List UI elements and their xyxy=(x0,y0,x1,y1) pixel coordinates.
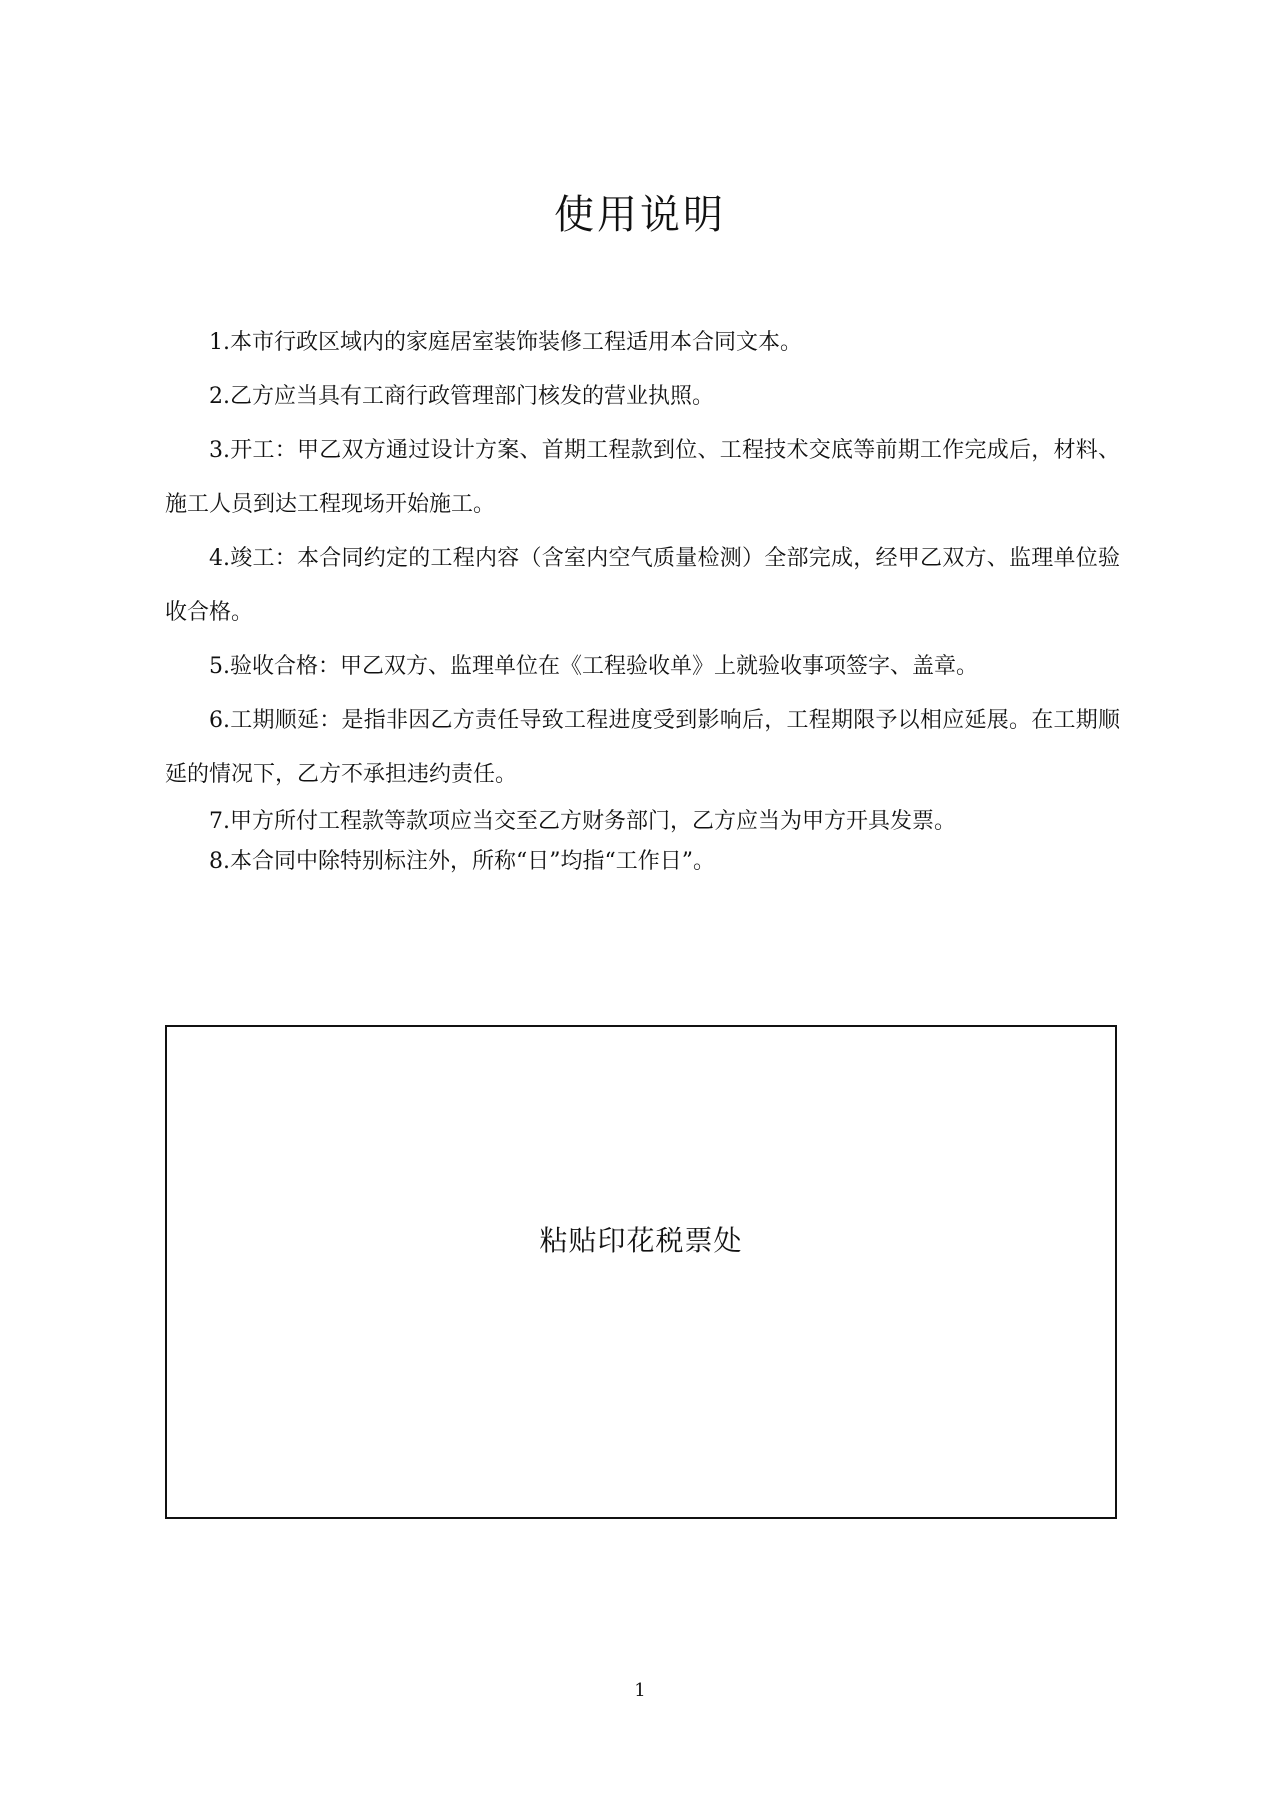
instruction-item-7: 7.甲方所付工程款等款项应当交至乙方财务部门，乙方应当为甲方开具发票。 xyxy=(209,809,956,834)
instruction-item-3: 3.开工：甲乙双方通过设计方案、首期工程款到位、工程技术交底等前期工作完成后，材料、施工人员到达工程现场开始施工。 xyxy=(165,438,1120,517)
stamp-box-label: 粘贴印花税票处 xyxy=(539,1224,743,1257)
instruction-item-8: 8.本合同中除特别标注外，所称“日”均指“工作日”。 xyxy=(209,849,715,874)
instruction-item-1: 1.本市行政区域内的家庭居室装饰装修工程适用本合同文本。 xyxy=(209,330,802,355)
instruction-item-6: 6.工期顺延：是指非因乙方责任导致工程进度受到影响后，工程期限予以相应延展。在工期顺延的情况下，乙方不承担违约责任。 xyxy=(165,708,1120,787)
instruction-item-5: 5.验收合格：甲乙双方、监理单位在《工程验收单》上就验收事项签字、盖章。 xyxy=(209,654,978,679)
instruction-item-2: 2.乙方应当具有工商行政管理部门核发的营业执照。 xyxy=(209,384,714,409)
page-number: 1 xyxy=(634,1680,646,1701)
instructions-list xyxy=(165,316,1120,882)
page-title: 使用说明 xyxy=(554,192,726,238)
instruction-item-4: 4.竣工：本合同约定的工程内容（含室内空气质量检测）全部完成，经甲乙双方、监理单位验收合格。 xyxy=(165,546,1120,625)
stamp-placement-box xyxy=(165,1025,1117,1519)
